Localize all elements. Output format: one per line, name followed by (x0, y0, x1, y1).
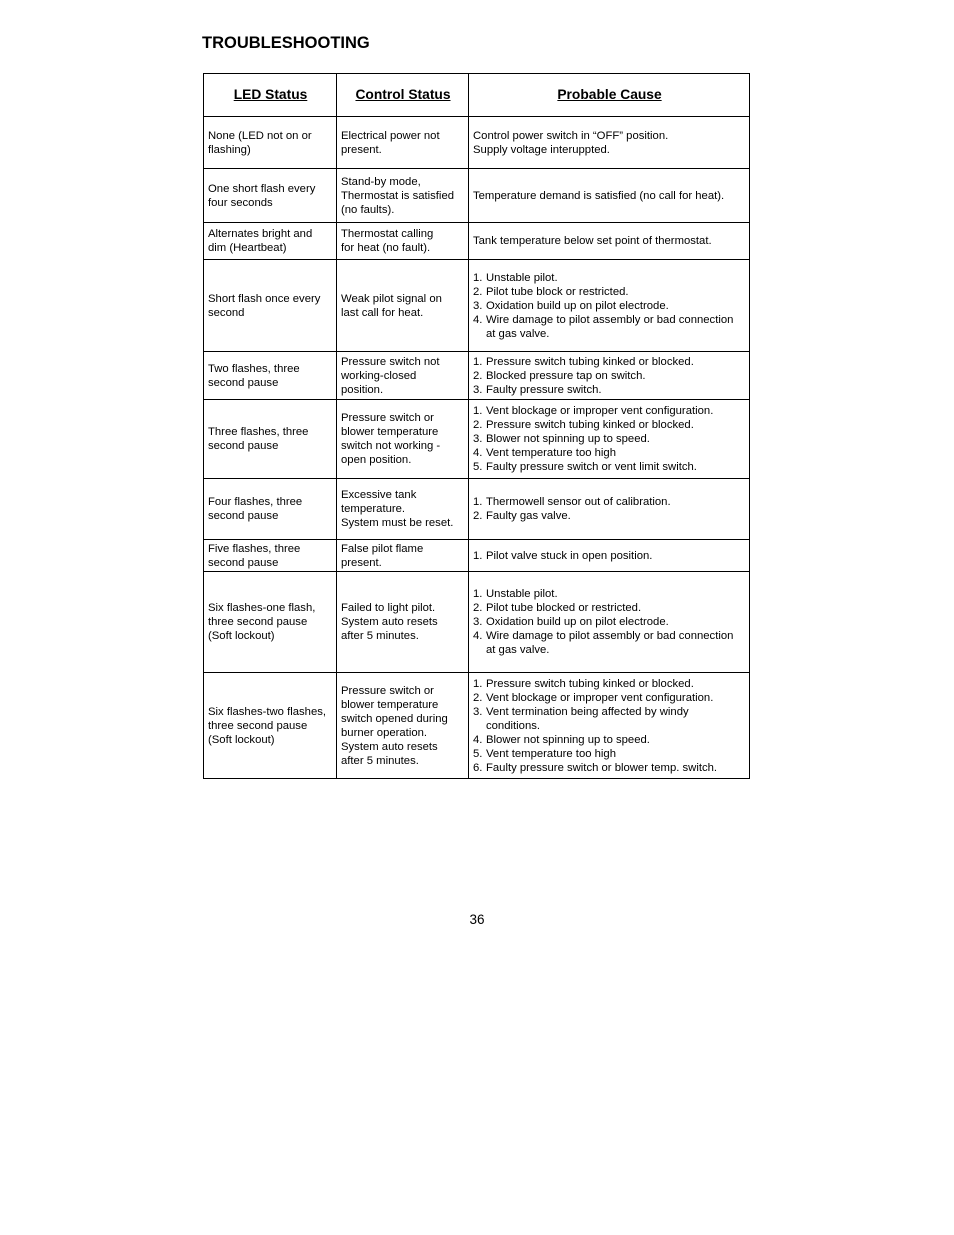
control-status-cell-line: (no faults). (341, 203, 395, 216)
control-status-cell-line: after 5 minutes. (341, 630, 419, 642)
list-item-line: at gas valve. (486, 644, 550, 656)
list-item-text (486, 383, 746, 397)
list-item-number: 1. (473, 677, 483, 690)
list-item-line: conditions. (486, 719, 541, 732)
header-probable-cause: Probable Cause (469, 74, 750, 117)
list-item-number: 2. (473, 369, 483, 382)
list-item-line: Wire damage to pilot assembly or bad connection (486, 630, 734, 642)
led-status-cell-line: None (LED not on or (208, 129, 312, 142)
control-status-cell (337, 400, 469, 479)
control-status-cell-line: open position. (341, 454, 412, 466)
probable-cause-cell (469, 223, 750, 260)
probable-cause-cell (469, 260, 750, 352)
control-status-cell-line: present. (341, 143, 382, 156)
list-item-number: 1. (473, 355, 483, 368)
list-item (473, 747, 746, 761)
control-status-cell-line: blower temperature (341, 426, 439, 438)
list-item-line: Thermowell sensor out of calibration. (486, 496, 671, 508)
control-status-cell-line: Weak pilot signal on (341, 292, 442, 305)
list-item (473, 549, 746, 563)
control-status-cell-line: present. (341, 556, 382, 569)
list-item-number: 3. (473, 616, 483, 628)
list-item-number: 4. (473, 447, 483, 459)
list-item (473, 733, 746, 747)
list-item-number: 2. (473, 419, 483, 431)
header-led-status: LED Status (204, 74, 337, 117)
list-item-line: Faulty pressure switch. (486, 383, 602, 396)
probable-cause-cell (469, 673, 750, 779)
led-status-cell-line: Short flash once every (208, 292, 321, 305)
led-status-cell (204, 352, 337, 400)
list-item-number: 6. (473, 761, 483, 774)
list-item (473, 761, 746, 775)
list-item-text (486, 460, 746, 474)
table-row (204, 223, 750, 260)
list-item-text (486, 761, 746, 775)
list-item-text (486, 587, 746, 601)
led-status-cell-line: Three flashes, three (208, 426, 309, 438)
list-item-line: at gas valve. (486, 327, 550, 340)
led-status-cell-line: dim (Heartbeat) (208, 242, 287, 254)
list-item-line: Unstable pilot. (486, 588, 558, 600)
list-item-number: 1. (473, 549, 483, 562)
list-item-line: Vent temperature too high (486, 747, 617, 760)
list-item (473, 446, 746, 460)
list-item-line: Faulty pressure switch or blower temp. switch. (486, 761, 718, 774)
control-status-cell-line: Thermostat calling (341, 228, 434, 240)
cause-list (473, 271, 746, 341)
control-status-cell-line: Pressure switch or (341, 412, 434, 424)
list-item-number: 2. (473, 602, 483, 614)
control-status-cell-line: after 5 minutes. (341, 754, 419, 767)
troubleshooting-table (203, 73, 750, 779)
list-item-line: Blower not spinning up to speed. (486, 733, 650, 746)
page-title: TROUBLESHOOTING (202, 34, 370, 52)
list-item (473, 432, 746, 446)
list-item-number: 4. (473, 733, 483, 746)
control-status-cell-line: Pressure switch not (341, 355, 440, 368)
list-item-text (486, 495, 746, 509)
list-item-text (486, 285, 746, 299)
list-item-text (486, 418, 746, 432)
control-status-cell-line: False pilot flame (341, 542, 424, 555)
cause-list (473, 404, 746, 474)
list-item-number: 2. (473, 691, 483, 704)
list-item-text (486, 404, 746, 418)
control-status-cell (337, 352, 469, 400)
control-status-cell-line: position. (341, 383, 384, 396)
list-item (473, 369, 746, 383)
list-item (473, 677, 746, 691)
table-row (204, 673, 750, 779)
control-status-cell-line: Stand-by mode, (341, 175, 421, 188)
led-status-cell-line: Two flashes, three (208, 362, 300, 375)
led-status-cell (204, 479, 337, 540)
list-item (473, 418, 746, 432)
list-item-line: Pressure switch tubing kinked or blocked. (486, 419, 694, 431)
list-item-number: 4. (473, 313, 483, 326)
led-status-cell (204, 400, 337, 479)
control-status-cell-line: switch opened during (341, 712, 448, 725)
led-status-cell-line: Six flashes-two flashes, (208, 705, 327, 718)
list-item-text (486, 271, 746, 285)
list-item-number: 5. (473, 747, 483, 760)
list-item-text (486, 446, 746, 460)
probable-cause-cell-line: Temperature demand is satisfied (no call for heat). (473, 189, 725, 202)
control-status-cell-line: burner operation. (341, 726, 428, 739)
led-status-cell-line: Six flashes-one flash, (208, 602, 316, 614)
list-item (473, 460, 746, 474)
list-item (473, 691, 746, 705)
list-item (473, 313, 746, 341)
led-status-cell-line: second pause (208, 376, 279, 389)
list-item-text (486, 705, 746, 733)
probable-cause-cell (469, 540, 750, 572)
list-item (473, 705, 746, 733)
list-item-line: Vent blockage or improper vent configuration. (486, 691, 714, 704)
probable-cause-cell-line: Control power switch in “OFF” position. (473, 129, 669, 142)
led-status-cell-line: four seconds (208, 196, 273, 209)
list-item-line: Blower not spinning up to speed. (486, 433, 650, 445)
list-item-line: Pressure switch tubing kinked or blocked. (486, 677, 694, 690)
list-item-number: 1. (473, 271, 483, 284)
led-status-cell-line: One short flash every (208, 182, 316, 195)
led-status-cell-line: Alternates bright and (208, 228, 313, 240)
list-item (473, 601, 746, 615)
led-status-cell-line: second pause (208, 440, 279, 452)
list-item (473, 587, 746, 601)
table-header-row (204, 74, 750, 117)
control-status-cell (337, 479, 469, 540)
list-item-number: 1. (473, 405, 483, 417)
page-number: 36 (469, 912, 485, 927)
led-status-cell (204, 169, 337, 223)
table-row (204, 117, 750, 169)
table-row (204, 400, 750, 479)
list-item-number: 3. (473, 705, 483, 718)
control-status-cell-line: switch not working - (341, 440, 441, 452)
list-item (473, 615, 746, 629)
list-item-text (486, 355, 746, 369)
control-status-cell-line: Failed to light pilot. (341, 602, 436, 614)
control-status-cell-line: working-closed (341, 369, 417, 382)
led-status-cell (204, 117, 337, 169)
list-item-number: 5. (473, 461, 483, 473)
control-status-cell (337, 673, 469, 779)
control-status-cell-line: Excessive tank (341, 489, 417, 501)
list-item-number: 2. (473, 510, 483, 522)
led-status-cell-line: Five flashes, three (208, 542, 301, 555)
list-item-line: Pilot tube block or restricted. (486, 285, 629, 298)
led-status-cell-line: second pause (208, 556, 279, 569)
led-status-cell-line: second pause (208, 510, 279, 522)
led-status-cell-line: flashing) (208, 143, 251, 156)
control-status-cell-line: last call for heat. (341, 306, 424, 319)
control-status-cell-line: Pressure switch or (341, 684, 434, 697)
table-row (204, 260, 750, 352)
list-item (473, 404, 746, 418)
list-item-line: Oxidation build up on pilot electrode. (486, 299, 669, 312)
list-item-line: Vent blockage or improper vent configuration. (486, 405, 714, 417)
control-status-cell-line: System must be reset. (341, 517, 454, 529)
list-item (473, 285, 746, 299)
list-item-number: 3. (473, 383, 483, 396)
probable-cause-cell (469, 572, 750, 673)
list-item-number: 4. (473, 630, 483, 642)
list-item-number: 2. (473, 285, 483, 298)
list-item-line: Pilot valve stuck in open position. (486, 549, 653, 562)
control-status-cell-line: System auto resets (341, 616, 438, 628)
list-item-text (486, 369, 746, 383)
led-status-cell (204, 540, 337, 572)
control-status-cell-line: blower temperature (341, 698, 439, 711)
cause-list (473, 355, 746, 397)
led-status-cell-line: three second pause (208, 719, 308, 732)
list-item-text (486, 629, 746, 657)
control-status-cell-line: for heat (no fault). (341, 242, 431, 254)
led-status-cell-line: three second pause (208, 616, 308, 628)
list-item-number: 1. (473, 496, 483, 508)
list-item-line: Pilot tube blocked or restricted. (486, 602, 642, 614)
led-status-cell-line: (Soft lockout) (208, 630, 275, 642)
probable-cause-cell (469, 479, 750, 540)
probable-cause-cell-line: Tank temperature below set point of thermostat. (473, 235, 712, 247)
table-row (204, 479, 750, 540)
list-item-text (486, 313, 746, 341)
list-item (473, 629, 746, 657)
list-item-line: Unstable pilot. (486, 271, 558, 284)
table-row (204, 572, 750, 673)
list-item (473, 383, 746, 397)
list-item-line: Faulty gas valve. (486, 510, 571, 522)
list-item-line: Pressure switch tubing kinked or blocked. (486, 355, 694, 368)
list-item-line: Blocked pressure tap on switch. (486, 369, 646, 382)
control-status-cell (337, 260, 469, 352)
table-row (204, 169, 750, 223)
list-item-text (486, 549, 746, 563)
list-item-line: Wire damage to pilot assembly or bad connection (486, 313, 734, 326)
list-item-text (486, 601, 746, 615)
led-status-cell (204, 223, 337, 260)
list-item-text (486, 733, 746, 747)
table-row (204, 352, 750, 400)
led-status-cell-line: second (208, 306, 245, 319)
cause-list (473, 587, 746, 657)
led-status-cell-line: (Soft lockout) (208, 733, 275, 746)
list-item (473, 495, 746, 509)
control-status-cell-line: Electrical power not (341, 129, 440, 142)
list-item-text (486, 747, 746, 761)
led-status-cell (204, 260, 337, 352)
probable-cause-cell (469, 117, 750, 169)
control-status-cell-line: System auto resets (341, 740, 438, 753)
list-item-text (486, 509, 746, 523)
probable-cause-cell (469, 169, 750, 223)
led-status-cell (204, 572, 337, 673)
probable-cause-cell-line: Supply voltage interuppted. (473, 143, 610, 156)
list-item-text (486, 299, 746, 313)
list-item (473, 299, 746, 313)
control-status-cell (337, 572, 469, 673)
control-status-cell-line: Thermostat is satisfied (341, 189, 455, 202)
control-status-cell (337, 117, 469, 169)
list-item-text (486, 691, 746, 705)
list-item-text (486, 432, 746, 446)
list-item-text (486, 615, 746, 629)
list-item-line: Faulty pressure switch or vent limit switch. (486, 461, 697, 473)
list-item-line: Vent termination being affected by windy (486, 705, 689, 718)
list-item-number: 3. (473, 433, 483, 445)
led-status-cell-line: Four flashes, three (208, 496, 303, 508)
control-status-cell-line: temperature. (341, 503, 406, 515)
list-item (473, 509, 746, 523)
cause-list (473, 677, 746, 775)
led-status-cell (204, 673, 337, 779)
control-status-cell (337, 223, 469, 260)
cause-list (473, 495, 746, 523)
table-row (204, 540, 750, 572)
list-item (473, 271, 746, 285)
probable-cause-cell (469, 400, 750, 479)
list-item-text (486, 677, 746, 691)
list-item-line: Oxidation build up on pilot electrode. (486, 616, 669, 628)
header-control-status: Control Status (337, 74, 469, 117)
list-item-line: Vent temperature too high (486, 447, 617, 459)
control-status-cell (337, 540, 469, 572)
probable-cause-cell (469, 352, 750, 400)
list-item (473, 355, 746, 369)
control-status-cell (337, 169, 469, 223)
cause-list (473, 549, 746, 563)
list-item-number: 1. (473, 588, 483, 600)
list-item-number: 3. (473, 299, 483, 312)
